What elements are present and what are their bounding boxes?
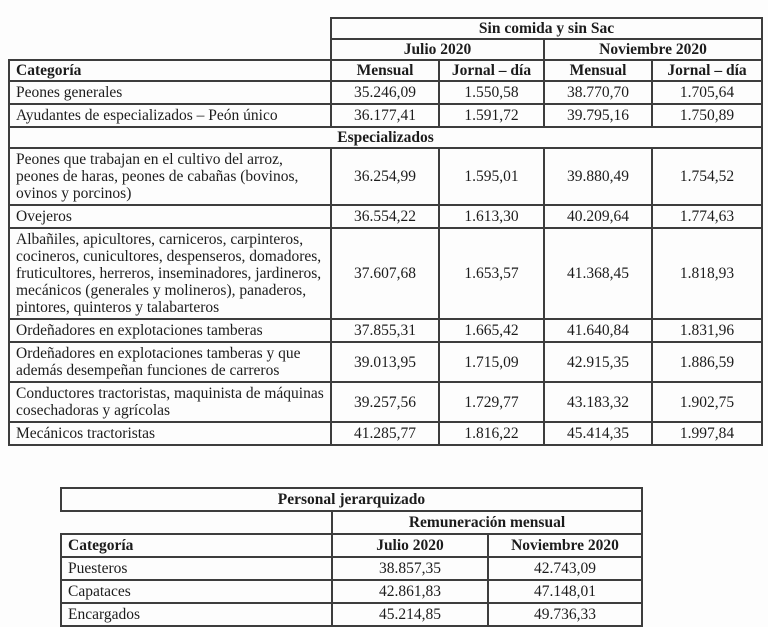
- value-cell: 36.254,99: [331, 148, 439, 205]
- value-cell: 38.770,70: [544, 81, 652, 104]
- column-header-mensual-julio: Mensual: [331, 60, 439, 81]
- value-cell: 39.257,56: [331, 382, 439, 422]
- category-cell: Mecánicos tractoristas: [9, 422, 331, 445]
- table-row: [9, 319, 762, 342]
- table-row: [9, 148, 762, 205]
- value-cell: 1.750,89: [652, 104, 762, 127]
- value-cell: 1.816,22: [439, 422, 544, 445]
- value-cell: 1.613,30: [439, 205, 544, 228]
- hierarchy-table: [60, 487, 643, 627]
- value-cell: 42.915,35: [544, 342, 652, 382]
- category-cell: Ordeñadores en explotaciones tamberas: [9, 319, 331, 342]
- hierarchy-subtitle-row: [61, 511, 642, 534]
- value-cell: 45.414,35: [544, 422, 652, 445]
- column-header-julio: Julio 2020: [332, 534, 488, 557]
- value-cell: 35.246,09: [331, 81, 439, 104]
- column-header-jornal-noviembre: Jornal – día: [652, 60, 762, 81]
- column-header-categoria: Categoría: [9, 60, 331, 81]
- period-header-julio: Julio 2020: [331, 39, 544, 60]
- value-cell: 49.736,33: [488, 603, 642, 626]
- empty-cell: [61, 511, 332, 534]
- table-row: [9, 342, 762, 382]
- value-cell: 1.774,63: [652, 205, 762, 228]
- value-cell: 1.997,84: [652, 422, 762, 445]
- value-cell: 1.550,58: [439, 81, 544, 104]
- value-cell: 1.715,09: [439, 342, 544, 382]
- column-header-mensual-noviembre: Mensual: [544, 60, 652, 81]
- value-cell: 40.209,64: [544, 205, 652, 228]
- value-cell: 39.013,95: [331, 342, 439, 382]
- category-cell: Ayudantes de especializados – Peón único: [9, 104, 331, 127]
- value-cell: 1.591,72: [439, 104, 544, 127]
- wage-table: [8, 17, 763, 446]
- category-cell: Encargados: [61, 603, 332, 626]
- value-cell: 36.554,22: [331, 205, 439, 228]
- section-header-row: [9, 127, 762, 148]
- value-cell: 39.795,16: [544, 104, 652, 127]
- table-row: [9, 205, 762, 228]
- table-row: [61, 603, 642, 626]
- value-cell: 43.183,32: [544, 382, 652, 422]
- value-cell: 37.607,68: [331, 228, 439, 319]
- value-cell: 1.653,57: [439, 228, 544, 319]
- value-cell: 1.705,64: [652, 81, 762, 104]
- value-cell: 42.861,83: [332, 580, 488, 603]
- category-cell: Ordeñadores en explotaciones tamberas y que además desempeñan funciones de carreros: [9, 342, 331, 382]
- hierarchy-subtitle: Remuneración mensual: [332, 511, 642, 534]
- value-cell: 41.640,84: [544, 319, 652, 342]
- hierarchy-column-header-row: [61, 534, 642, 557]
- category-cell: Puesteros: [61, 557, 332, 580]
- value-cell: 1.729,77: [439, 382, 544, 422]
- value-cell: 47.148,01: [488, 580, 642, 603]
- column-header-row: [9, 60, 762, 81]
- column-header-jornal-julio: Jornal – día: [439, 60, 544, 81]
- category-cell: Albañiles, apicultores, carniceros, carpinteros, cocineros, cunicultores, despenseros, domadores, fruticultores, herreros, inseminadores, jardineros, mecánicos (generales y molineros), panaderos, pintores, quinteros y talabarteros: [9, 228, 331, 319]
- value-cell: 39.880,49: [544, 148, 652, 205]
- table-row: [9, 228, 762, 319]
- value-cell: 1.902,75: [652, 382, 762, 422]
- section-header: Especializados: [9, 127, 762, 148]
- category-cell: Capataces: [61, 580, 332, 603]
- value-cell: 38.857,35: [332, 557, 488, 580]
- period-header-noviembre: Noviembre 2020: [544, 39, 762, 60]
- category-cell: Peones generales: [9, 81, 331, 104]
- value-cell: 1.665,42: [439, 319, 544, 342]
- value-cell: 1.595,01: [439, 148, 544, 205]
- category-cell: Ovejeros: [9, 205, 331, 228]
- table-row: [9, 81, 762, 104]
- empty-cell: [9, 39, 331, 60]
- group-header: Sin comida y sin Sac: [331, 18, 762, 39]
- table-row: [61, 557, 642, 580]
- value-cell: 1.831,96: [652, 319, 762, 342]
- table-row: [9, 382, 762, 422]
- category-cell: Peones que trabajan en el cultivo del arroz, peones de haras, peones de cabañas (bovinos, ovinos y porcinos): [9, 148, 331, 205]
- column-header-categoria: Categoría: [61, 534, 332, 557]
- value-cell: 1.754,52: [652, 148, 762, 205]
- value-cell: 36.177,41: [331, 104, 439, 127]
- column-header-noviembre: Noviembre 2020: [488, 534, 642, 557]
- group-header-row: [9, 18, 762, 39]
- value-cell: 1.886,59: [652, 342, 762, 382]
- table-row: [9, 422, 762, 445]
- value-cell: 41.285,77: [331, 422, 439, 445]
- table-row: [9, 104, 762, 127]
- hierarchy-title: Personal jerarquizado: [61, 488, 642, 511]
- empty-cell: [9, 18, 331, 39]
- table-row: [61, 580, 642, 603]
- hierarchy-title-row: [61, 488, 642, 511]
- value-cell: 1.818,93: [652, 228, 762, 319]
- value-cell: 45.214,85: [332, 603, 488, 626]
- value-cell: 41.368,45: [544, 228, 652, 319]
- period-header-row: [9, 39, 762, 60]
- value-cell: 42.743,09: [488, 557, 642, 580]
- category-cell: Conductores tractoristas, maquinista de máquinas cosechadoras y agrícolas: [9, 382, 331, 422]
- value-cell: 37.855,31: [331, 319, 439, 342]
